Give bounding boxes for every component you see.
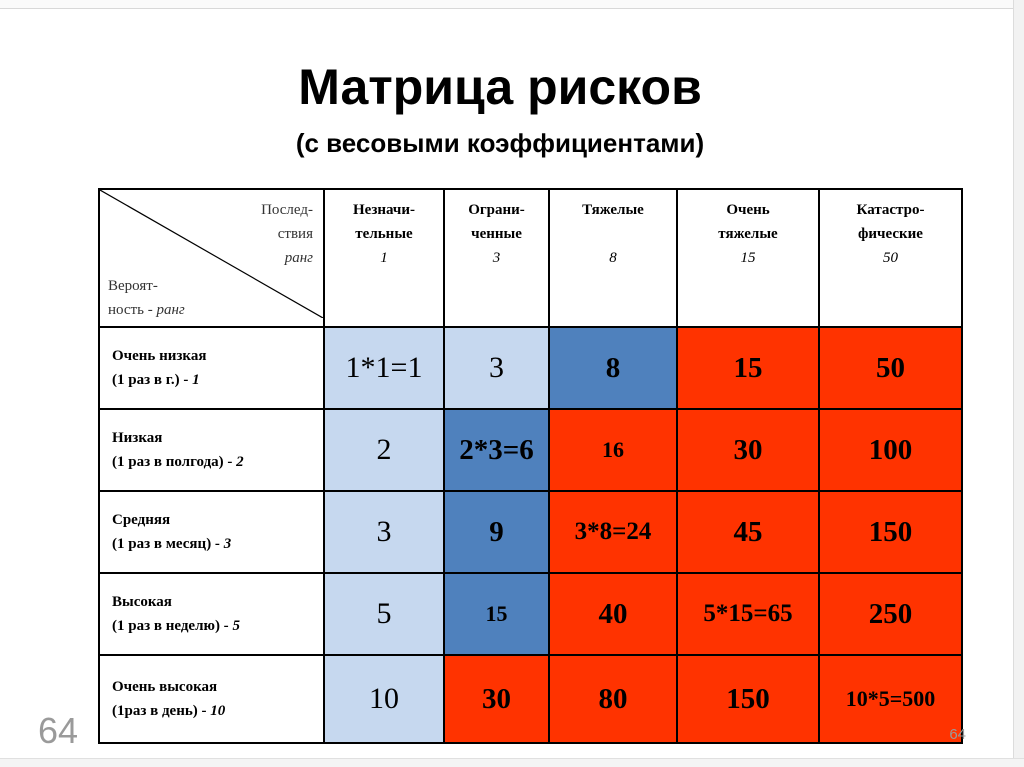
- matrix-cell: 80: [549, 655, 677, 743]
- column-header: Катастро- фические 50: [819, 189, 962, 327]
- matrix-cell: 250: [819, 573, 962, 655]
- matrix-cell: 10*5=500: [819, 655, 962, 743]
- matrix-cell: 30: [677, 409, 819, 491]
- matrix-cell: 40: [549, 573, 677, 655]
- matrix-cell: 3: [324, 491, 444, 573]
- table-row: [99, 409, 962, 491]
- corner-cell: [99, 189, 324, 327]
- matrix-cell: 5*15=65: [677, 573, 819, 655]
- matrix-cell: 3*8=24: [549, 491, 677, 573]
- row-header: Средняя (1 раз в месяц) - 3: [99, 491, 324, 573]
- matrix-cell: 30: [444, 655, 549, 743]
- page-title: Матрица рисков: [298, 59, 702, 115]
- matrix-cell: 15: [677, 327, 819, 409]
- matrix-cell: 45: [677, 491, 819, 573]
- matrix-cell: 9: [444, 491, 549, 573]
- column-header: Очень тяжелые 15: [677, 189, 819, 327]
- table-row: [99, 327, 962, 409]
- table-row: [99, 491, 962, 573]
- risk-matrix-table: [98, 188, 963, 744]
- consequences-label: Послед- ствия ранг: [261, 202, 313, 266]
- matrix-cell: 16: [549, 409, 677, 491]
- slide-number: 64: [38, 710, 79, 751]
- matrix-cell: 8: [549, 327, 677, 409]
- page-subtitle: (с весовыми коэффициентами): [295, 128, 705, 158]
- slide-frame-top: [0, 0, 1024, 9]
- table-row: [99, 573, 962, 655]
- matrix-cell: 150: [819, 491, 962, 573]
- slide-frame-right: [1013, 0, 1024, 767]
- matrix-cell: 10: [324, 655, 444, 743]
- row-header: Очень высокая (1раз в день) - 10: [99, 655, 324, 743]
- matrix-cell: 150: [677, 655, 819, 743]
- matrix-cell: 5: [324, 573, 444, 655]
- matrix-cell: 2*3=6: [444, 409, 549, 491]
- slide-frame-bottom: [0, 758, 1024, 767]
- probability-label: Вероят- ность - ранг: [108, 278, 185, 318]
- row-header: Высокая (1 раз в неделю) - 5: [99, 573, 324, 655]
- column-header: Тяжелые 8: [549, 189, 677, 327]
- matrix-cell: 100: [819, 409, 962, 491]
- table-row: [99, 655, 962, 743]
- header-row: [99, 189, 962, 327]
- matrix-cell: 2: [324, 409, 444, 491]
- matrix-cell: 15: [444, 573, 549, 655]
- row-header: Низкая (1 раз в полгода) - 2: [99, 409, 324, 491]
- row-header: Очень низкая (1 раз в г.) - 1: [99, 327, 324, 409]
- matrix-cell: 3: [444, 327, 549, 409]
- matrix-cell: 1*1=1: [324, 327, 444, 409]
- column-header: Ограни- ченные 3: [444, 189, 549, 327]
- column-header: Незначи- тельные 1: [324, 189, 444, 327]
- page-number: 64: [949, 726, 966, 743]
- matrix-cell: 50: [819, 327, 962, 409]
